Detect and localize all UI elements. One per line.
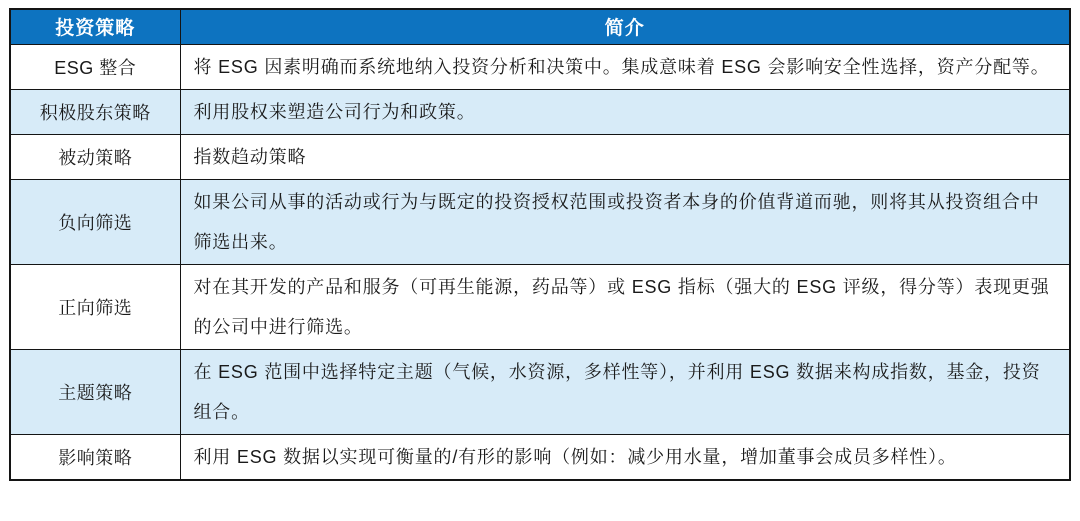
table-header xyxy=(10,9,1070,44)
description-cell: 利用股权来塑造公司行为和政策。 xyxy=(180,89,1070,134)
description-cell: 对在其开发的产品和服务（可再生能源，药品等）或 ESG 指标（强大的 ESG 评级，得分等）表现更强的公司中进行筛选。 xyxy=(180,264,1070,349)
table-row xyxy=(10,434,1070,480)
strategy-cell: 影响策略 xyxy=(10,434,180,480)
description-cell: 利用 ESG 数据以实现可衡量的/有形的影响（例如：减少用水量，增加董事会成员多样性）。 xyxy=(180,434,1070,480)
strategy-cell: 主题策略 xyxy=(10,349,180,434)
description-cell: 将 ESG 因素明确而系统地纳入投资分析和决策中。集成意味着 ESG 会影响安全性选择，资产分配等。 xyxy=(180,44,1070,89)
strategy-cell: 积极股东策略 xyxy=(10,89,180,134)
table-row xyxy=(10,264,1070,349)
table-row xyxy=(10,89,1070,134)
table-row xyxy=(10,134,1070,179)
description-cell: 指数趋动策略 xyxy=(180,134,1070,179)
column-header-description: 简介 xyxy=(180,9,1070,44)
table-row xyxy=(10,349,1070,434)
table-body xyxy=(10,44,1070,480)
header-row xyxy=(10,9,1070,44)
strategy-cell: ESG 整合 xyxy=(10,44,180,89)
table-row xyxy=(10,179,1070,264)
strategy-cell: 正向筛选 xyxy=(10,264,180,349)
strategy-cell: 负向筛选 xyxy=(10,179,180,264)
description-cell: 如果公司从事的活动或行为与既定的投资授权范围或投资者本身的价值背道而驰，则将其从投资组合中筛选出来。 xyxy=(180,179,1070,264)
table-row xyxy=(10,44,1070,89)
column-header-strategy: 投资策略 xyxy=(10,9,180,44)
strategy-cell: 被动策略 xyxy=(10,134,180,179)
description-cell: 在 ESG 范围中选择特定主题（气候，水资源，多样性等），并利用 ESG 数据来构成指数，基金，投资组合。 xyxy=(180,349,1070,434)
esg-strategy-table xyxy=(9,8,1071,481)
